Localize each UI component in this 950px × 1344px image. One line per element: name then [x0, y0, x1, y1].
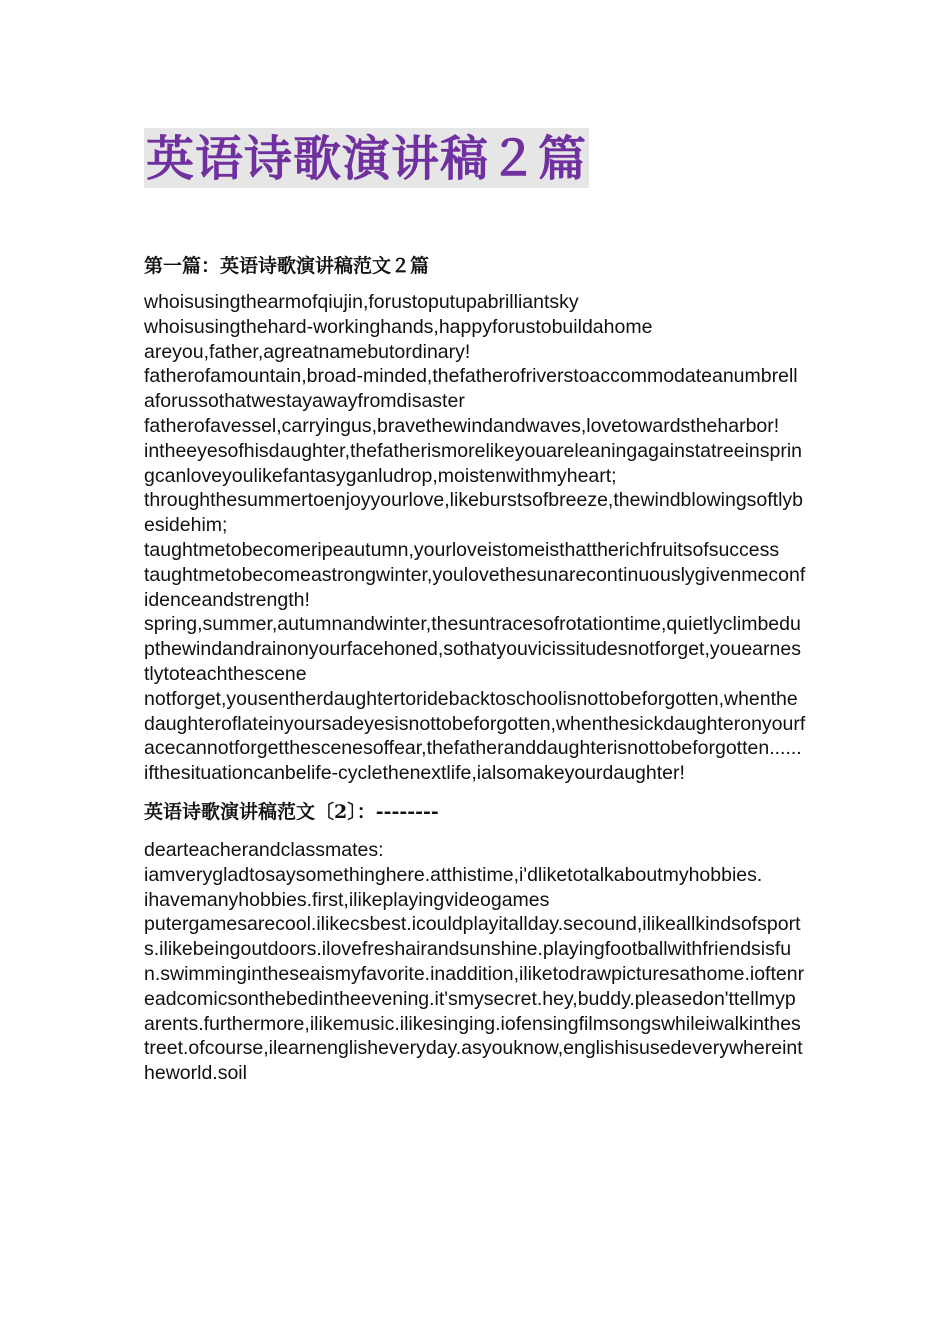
paragraph-line: iamverygladtosaysomethinghere.atthistime,i'dliketotalkaboutmyhobbies.	[144, 863, 763, 886]
paragraph-line: taughtmetobecomeastrongwinter,youlovethesunarecontinuouslygivenmeconfidenceandstrength!	[144, 563, 806, 611]
document-title: 英语诗歌演讲稿２篇	[144, 128, 589, 188]
paragraph-line: areyou,father,agreatnamebutordinary!	[144, 340, 471, 363]
paragraph-line: notforget,yousentherdaughtertoridebacktoschoolisnottobeforgotten,whenthedaughteroflateinyoursadeyesisnottobeforgotten,whenthesickdaughteronyourfacecannotforgetthescenesoffear,thefatheranddaughterisnottobeforgotten......ifthesituationcanbelife-cyclethenextlife,ialsomakeyourdaughter!	[144, 687, 806, 785]
section-1-body	[144, 290, 806, 786]
paragraph-line: spring,summer,autumnandwinter,thesuntracesofrotationtime,quietlyclimbedupthewindandrainonyourfacehoned,sothatyouvicissitudesnotforget,youearnestlytoteachthescene	[144, 613, 801, 685]
paragraph-line: putergamesarecool.ilikecsbest.icouldplayitallday.secound,ilikeallkindsofsports.ilikebeingoutdoors.ilovefreshairandsunshine.playingfootballwithfriendsisfun.swimmingintheseaismyfavorite.inaddition,iliketodrawpicturesathome.ioftenreadcomicsonthebedintheevening.it'smysecret.hey,buddy.pleasedon'ttellmyparents.furthermore,ilikemusic.ilikesinging.iofensingfilmsongswhileiwalkinthestreet.ofcourse,ilearnenglisheveryday.asyouknow,englishisusedeverywhereintheworld.soil	[144, 913, 805, 1085]
document-page	[144, 128, 806, 1086]
paragraph-line: dearteacherandclassmates:	[144, 838, 384, 861]
paragraph-line: whoisusingthearmofqiujin,forustoputupabrilliantsky	[144, 291, 579, 313]
paragraph-line: throughthesummertoenjoyyourlove,likeburstsofbreeze,thewindblowingsoftlybesidehim;	[144, 489, 804, 537]
paragraph-line: whoisusingthehard-workinghands,happyforustobuildahome	[144, 315, 653, 338]
paragraph-line: ihavemanyhobbies.first,ilikeplayingvideogames	[144, 888, 550, 911]
paragraph-line: fatherofamountain,broad-minded,thefatherofriverstoaccommodateanumbrellaforussothatwestayawayfromdisaster	[144, 365, 798, 413]
section-2-heading: 英语诗歌演讲稿范文〔2〕：--------	[144, 800, 439, 823]
section-1-heading: 第一篇：英语诗歌演讲稿范文２篇	[144, 255, 430, 277]
paragraph-line: intheeyesofhisdaughter,thefatherismorelikeyouareleaningagainstatreeinspringcanloveyoulikefantasyganludrop,moistenwithmyheart;	[144, 439, 803, 487]
section-2-body	[144, 838, 806, 1086]
paragraph-line: fatherofavessel,carryingus,bravethewindandwaves,lovetowardstheharbor!	[144, 414, 780, 437]
paragraph-line: taughtmetobecomeripeautumn,yourloveistomeisthattherichfruitsofsuccess	[144, 538, 780, 561]
